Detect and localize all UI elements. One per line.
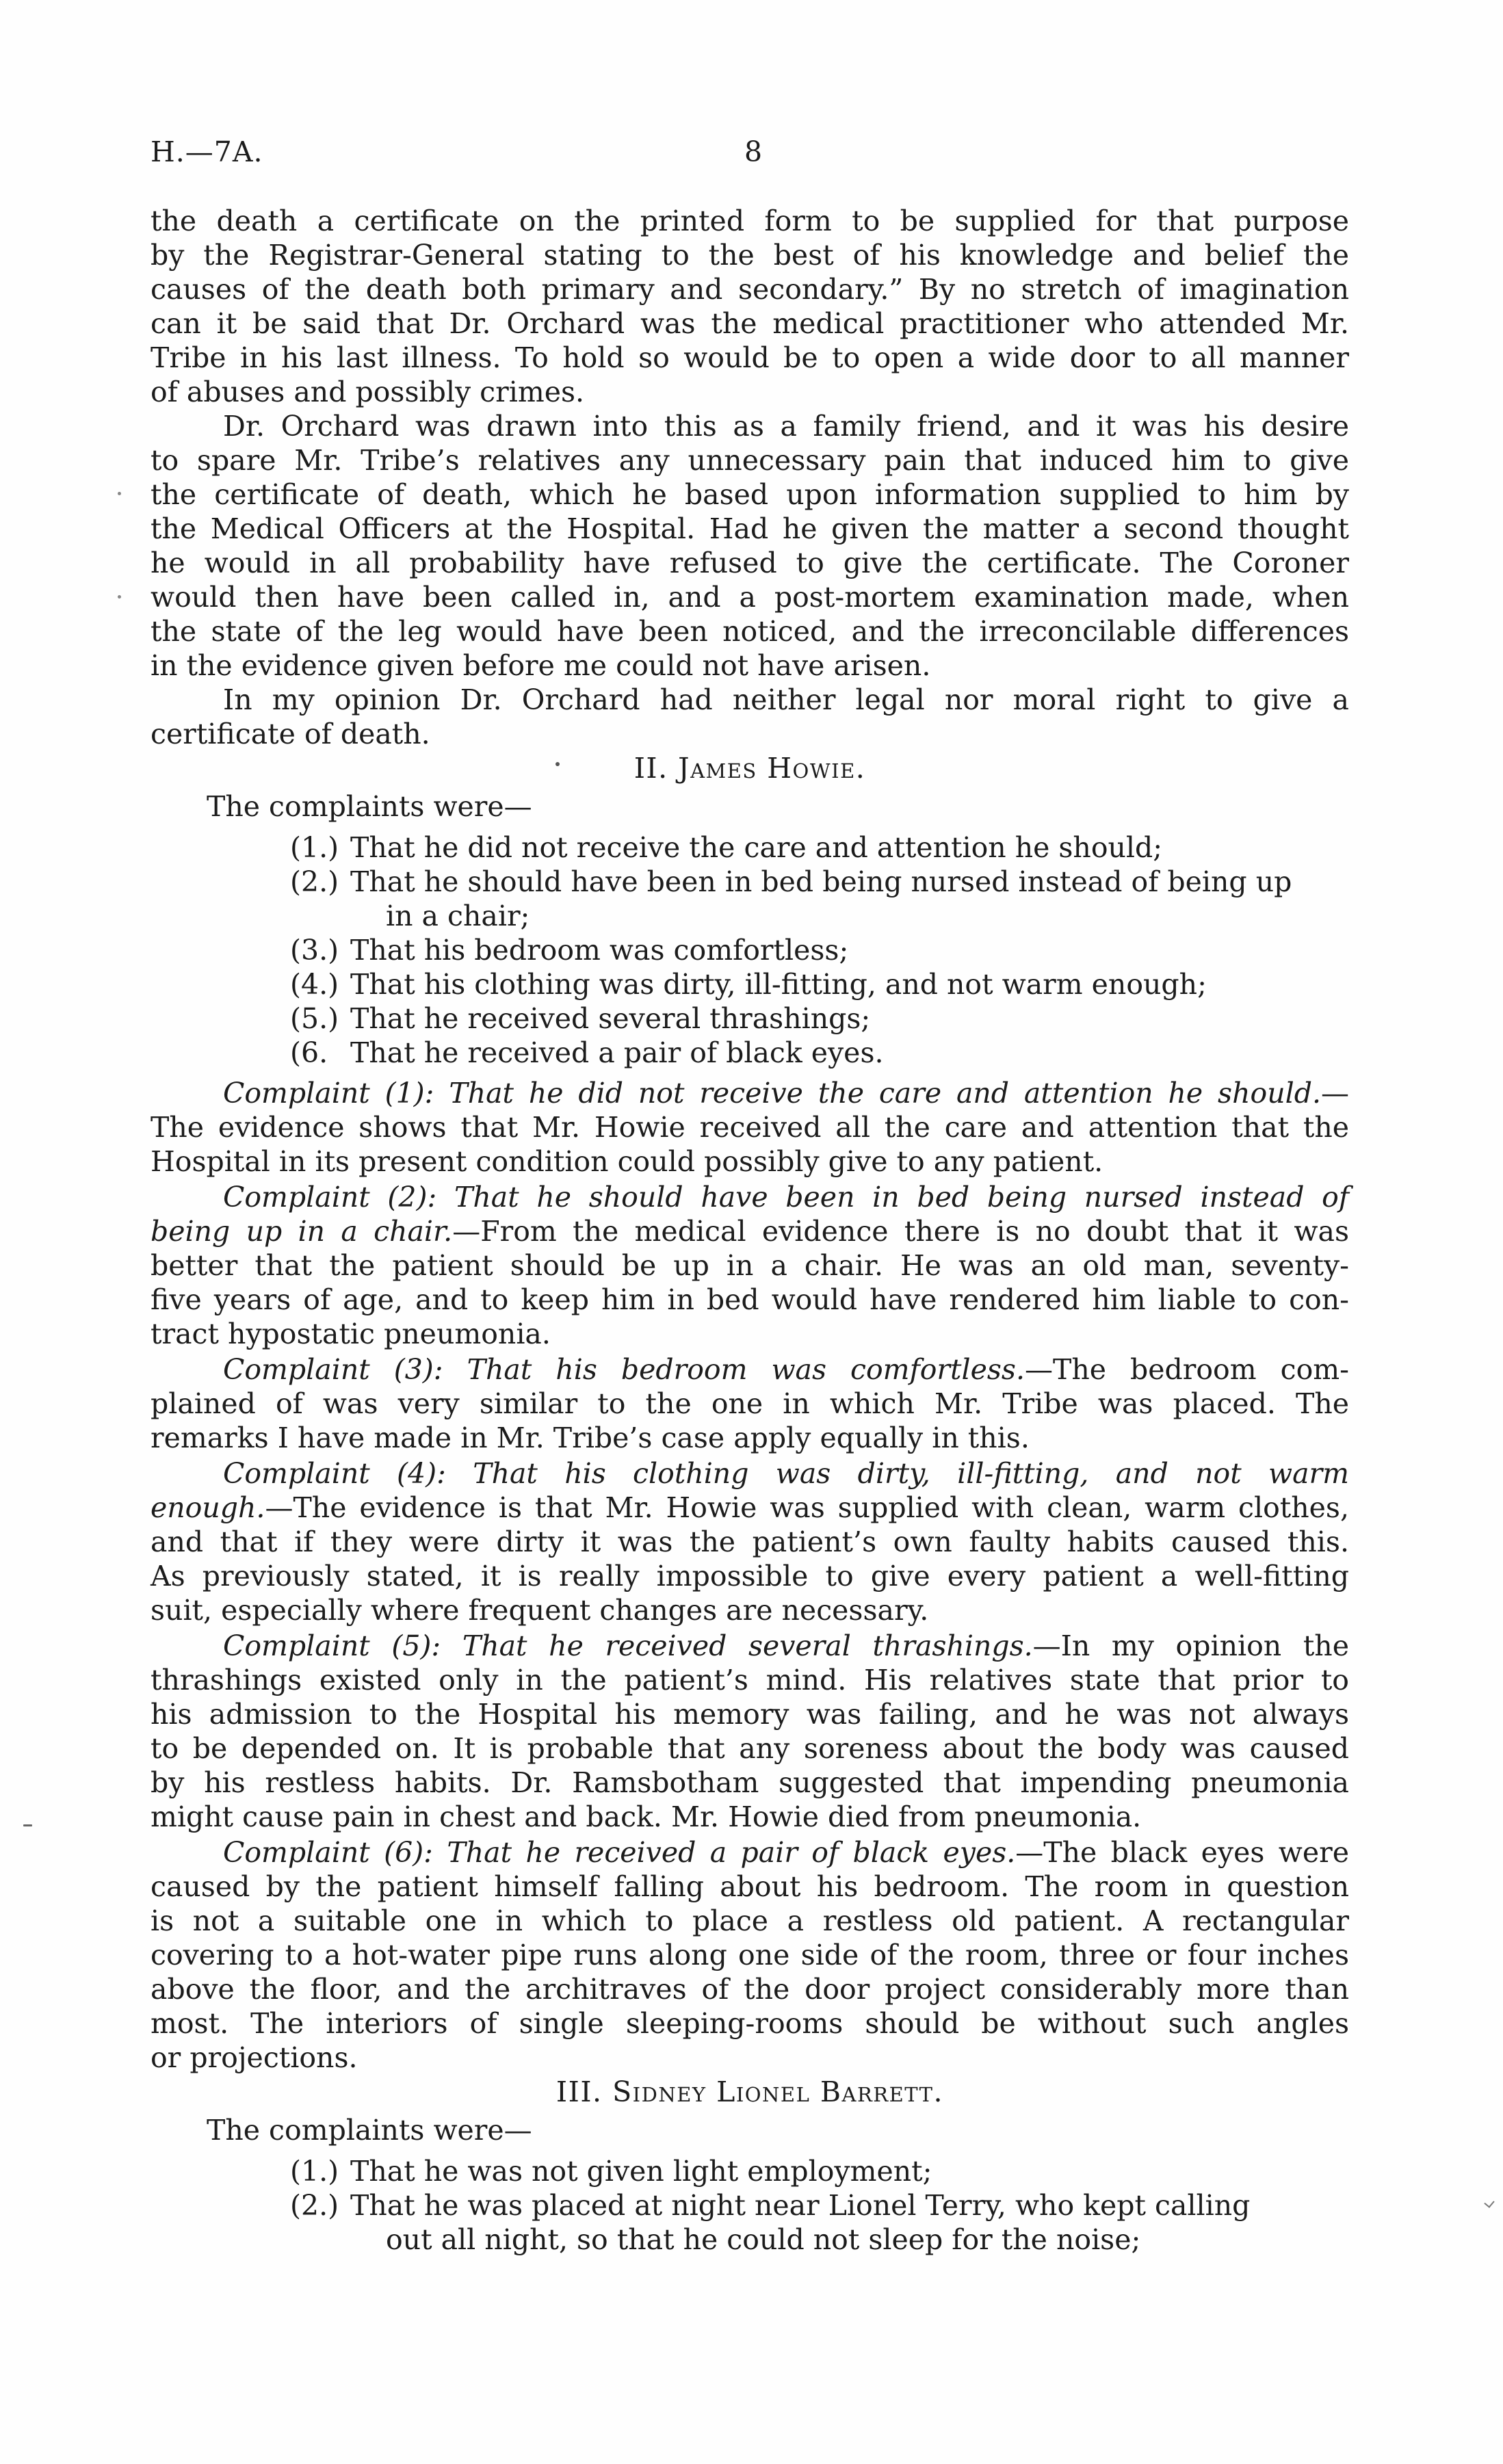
- complaint-number: (2.): [290, 2189, 339, 2222]
- paragraph: [151, 683, 1349, 751]
- page-body: [151, 204, 1349, 2257]
- complaint-caption: enough.: [151, 1491, 265, 1524]
- text-line: his admission to the Hospital his memory was failing, and he was not always: [151, 1698, 1349, 1731]
- complaints-intro: The complaints were—: [207, 2114, 532, 2147]
- complaint-item: [151, 2154, 1349, 2188]
- text-line: thrashings existed only in the patient’s mind. His relatives state that prior to: [151, 1664, 1349, 1696]
- complaint-number: (6.: [290, 1036, 328, 1069]
- paragraph: [151, 1180, 1349, 1351]
- paragraph: [151, 1835, 1349, 2075]
- complaint-list: [151, 2154, 1349, 2257]
- text-line: [151, 1076, 1349, 1110]
- complaint-text: That his bedroom was comfortless;: [350, 934, 849, 967]
- complaint-text: That his clothing was dirty, ill-fitting, and not warm enough;: [350, 968, 1207, 1001]
- complaint-number: (1.): [290, 2155, 339, 2188]
- scan-speck: [23, 1824, 32, 1826]
- text-line: [151, 1491, 1349, 1525]
- text-line: [151, 1456, 1349, 1491]
- complaint-caption: Complaint (3): That his bedroom was comfortless.: [223, 1353, 1025, 1386]
- complaint-caption: Complaint (6): That he received a pair of black eyes.: [223, 1836, 1016, 1869]
- text-line: he would in all probability have refused to give the certificate. The Coroner: [151, 547, 1349, 579]
- text-run: —In my opinion the: [1032, 1629, 1349, 1662]
- complaint-caption: Complaint (2): That he should have been in bed being nursed instead of: [223, 1181, 1349, 1214]
- text-run: —: [1321, 1077, 1349, 1110]
- complaint-caption: Complaint (4): That his clothing was dirty, ill-fitting, and not warm: [223, 1457, 1349, 1490]
- complaint-number: (4.): [290, 968, 339, 1001]
- text-line: caused by the patient himself falling about his bedroom. The room in question: [151, 1870, 1349, 1903]
- text-line: above the floor, and the architraves of the door project considerably more than: [151, 1973, 1349, 2006]
- complaint-text: That he was placed at night near Lionel Terry, who kept calling: [350, 2189, 1251, 2222]
- text-line: better that the patient should be up in a chair. He was an old man, seventy-: [151, 1249, 1349, 1282]
- complaint-number: (1.): [290, 831, 339, 864]
- paragraph: [151, 1076, 1349, 1179]
- opinion-on-death-certificate: [151, 204, 1349, 751]
- text-run: —The bedroom com-: [1025, 1353, 1349, 1386]
- paragraph: [151, 1456, 1349, 1627]
- running-head: [151, 135, 1349, 169]
- complaint-text: That he should have been in bed being nursed instead of being up: [350, 865, 1292, 898]
- text-line: remarks I have made in Mr. Tribe’s case apply equally in this.: [151, 1421, 1030, 1454]
- text-line: [151, 1214, 1349, 1248]
- text-line: covering to a hot-water pipe runs along one side of the room, three or four inches: [151, 1939, 1349, 1971]
- document-reference: H.—7A.: [151, 135, 263, 168]
- complaint-item: [151, 865, 1349, 933]
- text-line: [151, 1835, 1349, 1870]
- complaint-text: That he was not given light employment;: [350, 2155, 932, 2188]
- text-line: five years of age, and to keep him in bed would have rendered him liable to con-: [151, 1283, 1349, 1316]
- text-line: the certificate of death, which he based upon information supplied to him by: [151, 478, 1349, 511]
- text-line: the death a certificate on the printed form to be supplied for that purpose: [151, 205, 1349, 237]
- complaint-item: [151, 933, 1349, 967]
- text-line: causes of the death both primary and secondary.” By no stretch of imagination: [151, 273, 1349, 306]
- section-james-howie: [151, 751, 1349, 2075]
- text-line: to be depended on. It is probable that any soreness about the body was caused: [151, 1732, 1349, 1765]
- complaint-text: That he did not receive the care and attention he should;: [350, 831, 1163, 864]
- text-line: Hospital in its present condition could possibly give to any patient.: [151, 1145, 1103, 1178]
- complaint-item: [151, 830, 1349, 865]
- text-line: most. The interiors of single sleeping-rooms should be without such angles: [151, 2007, 1349, 2040]
- text-line: [151, 1629, 1349, 1663]
- text-run: —From the medical evidence there is no doubt that it was: [452, 1215, 1350, 1248]
- scan-mark: [1484, 2197, 1494, 2208]
- text-line: is not a suitable one in which to place a restless old patient. A rectangular: [151, 1904, 1349, 1937]
- paragraph: [151, 1352, 1349, 1455]
- complaint-number: (5.): [290, 1002, 339, 1035]
- text-line: Dr. Orchard was drawn into this as a family friend, and it was his desire: [223, 410, 1349, 443]
- text-line: in the evidence given before me could not have arisen.: [151, 649, 931, 682]
- text-line: [151, 1352, 1349, 1387]
- complaint-caption: Complaint (1): That he did not receive the care and attention he should.: [223, 1077, 1321, 1110]
- text-line: might cause pain in chest and back. Mr. Howie died from pneumonia.: [151, 1800, 1142, 1833]
- text-line: certificate of death.: [151, 718, 430, 750]
- complaint-findings: [151, 1076, 1349, 2075]
- paragraph: [151, 204, 1349, 409]
- text-line: to spare Mr. Tribe’s relatives any unnecessary pain that induced him to give: [151, 444, 1349, 477]
- text-line: by the Registrar-General stating to the best of his knowledge and belief the: [151, 239, 1349, 272]
- text-line: can it be said that Dr. Orchard was the medical practitioner who attended Mr.: [151, 307, 1349, 340]
- text-line: plained of was very similar to the one in which Mr. Tribe was placed. The: [151, 1387, 1349, 1420]
- scan-speck: [556, 762, 560, 766]
- scan-speck: [118, 595, 121, 599]
- text-line: would then have been called in, and a post-mortem examination made, when: [151, 581, 1349, 614]
- text-line: As previously stated, it is really impossible to give every patient a well-fitting: [151, 1560, 1349, 1593]
- text-line: or projections.: [151, 2041, 358, 2074]
- section-heading: III. Sidney Lionel Barrett.: [556, 2075, 944, 2108]
- section-heading: II. James Howie.: [633, 752, 866, 785]
- complaint-caption: Complaint (5): That he received several thrashings.: [223, 1629, 1033, 1662]
- complaint-text: That he received several thrashings;: [350, 1002, 871, 1035]
- paragraph: [151, 1629, 1349, 1834]
- complaints-intro: The complaints were—: [207, 790, 532, 823]
- text-line: In my opinion Dr. Orchard had neither legal nor moral right to give a: [223, 683, 1349, 716]
- complaint-text: in a chair;: [386, 900, 530, 932]
- complaint-number: (2.): [290, 865, 339, 898]
- complaint-item: [151, 967, 1349, 1001]
- complaint-caption: being up in a chair.: [151, 1215, 453, 1248]
- complaint-list: [151, 830, 1349, 1070]
- text-line: the Medical Officers at the Hospital. Had he given the matter a second thought: [151, 512, 1349, 545]
- text-line: of abuses and possibly crimes.: [151, 376, 585, 408]
- text-line: Tribe in his last illness. To hold so would be to open a wide door to all manner: [151, 341, 1349, 374]
- complaint-text: That he received a pair of black eyes.: [350, 1036, 884, 1069]
- text-line: and that if they were dirty it was the patient’s own faulty habits caused this.: [151, 1525, 1349, 1558]
- text-line: The evidence shows that Mr. Howie received all the care and attention that the: [151, 1111, 1349, 1144]
- text-run: —The evidence is that Mr. Howie was supplied with clean, warm clothes,: [265, 1491, 1349, 1524]
- text-line: suit, especially where frequent changes are necessary.: [151, 1594, 929, 1627]
- text-line: tract hypostatic pneumonia.: [151, 1318, 551, 1350]
- complaint-text: out all night, so that he could not sleep for the noise;: [386, 2223, 1141, 2256]
- complaint-item: [151, 1001, 1349, 1036]
- paragraph: [151, 409, 1349, 683]
- scan-speck: [118, 492, 121, 495]
- text-line: [151, 1180, 1349, 1214]
- page-number: 8: [744, 135, 763, 168]
- complaint-number: (3.): [290, 934, 339, 967]
- section-sidney-lionel-barrett: [151, 2075, 1349, 2257]
- complaint-item: [151, 1036, 1349, 1070]
- text-line: by his restless habits. Dr. Ramsbotham suggested that impending pneumonia: [151, 1766, 1349, 1799]
- text-line: the state of the leg would have been noticed, and the irreconcilable differences: [151, 615, 1349, 648]
- text-run: —The black eyes were: [1015, 1836, 1349, 1869]
- complaint-item: [151, 2188, 1349, 2257]
